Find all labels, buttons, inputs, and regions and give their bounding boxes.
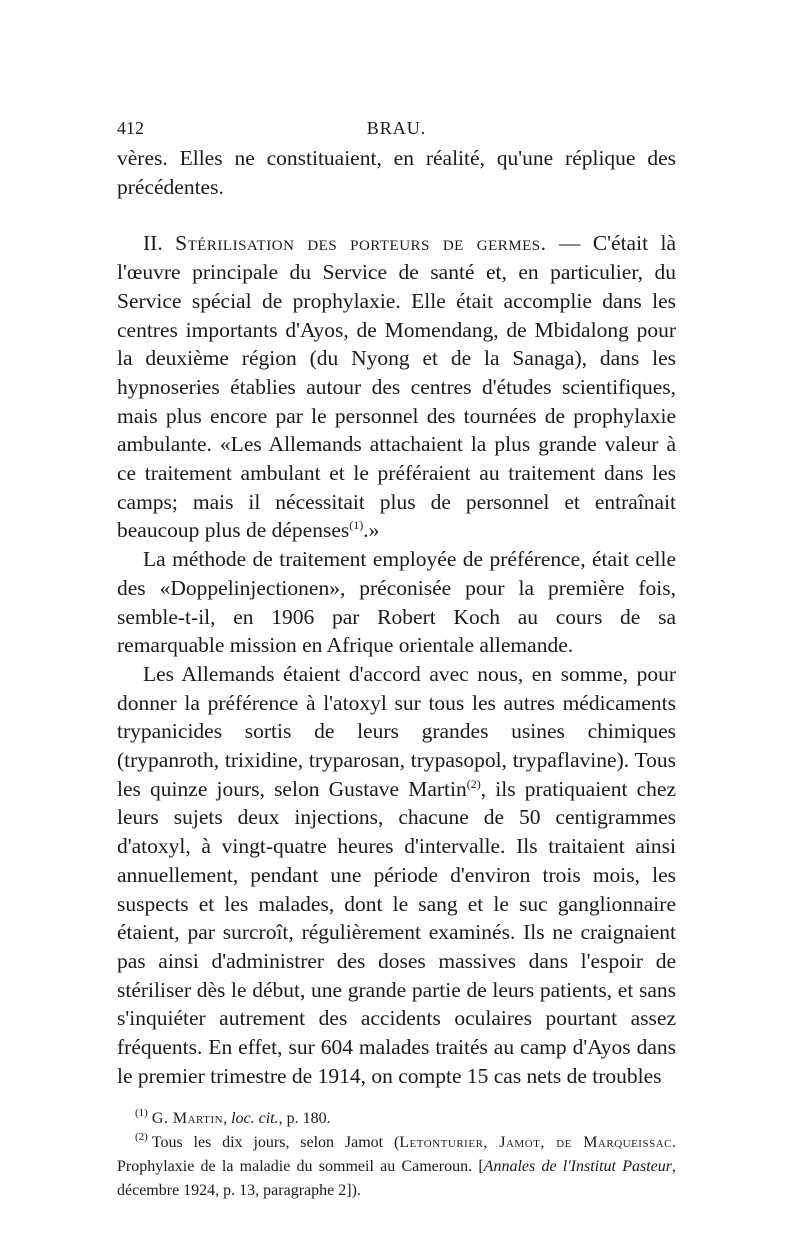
footnote-1-page: , p. 180. [278, 1109, 331, 1127]
main-text [117, 144, 676, 1091]
running-head: BRAU. [366, 118, 427, 138]
page-number: 412 [117, 118, 144, 138]
footnote-ref-1: (1) [349, 518, 364, 533]
paragraph-allemands [117, 660, 676, 1091]
footnote-2-mark: (2) [135, 1131, 148, 1144]
footnote-2-part-a: Tous les dix jours, selon Jamot ( [151, 1133, 400, 1151]
paragraph-allemands-part-b: , ils pratiquaient chez leurs sujets deux injections, chacune de 50 centigrammes d'atoxyl, à vingt-quatre heures d'intervalle. Ils traitaient ainsi annuellement, pendant une période d'environ trois mois, les suspects et les malades, dont le sang et le suc ganglionnaire étaient, par surcroît, régulièrement examinés. Ils ne craignaient pas ainsi d'administrer des doses massives dans l'espoir de stériliser dès le début, une grande partie de leurs patients, et sans s'inquiéter autrement des accidents oculaires pourtant assez fréquents. En effet, sur 604 malades traités au camp d'Ayos dans le premier trimestre de 1914, on compte 15 cas nets de troubles [117, 776, 676, 1088]
footnote-1: $^{(1)}$ G. Martin, loc. cit., p. 180. [135, 1107, 331, 1127]
paragraph-gap [117, 201, 676, 229]
section-body: — C'était là l'œuvre principale du Service de santé et, en particulier, du Service spécial de prophylaxie. Elle était accomplie dans les centres importants d'Ayos, de Momendang, de Mbidalong pour la deuxième région (du Nyong et de la Sanaga), dans les hypnoseries établies autour des centres d'études scientifiques, mais plus encore par le personnel des tournées de prophylaxie ambulante. «Les Allemands attachaient la plus grande valeur à ce traitement ambulant et le préféraient au traitement dans les camps; mais il nécessitait plus de personnel et entraînait beaucoup plus de dépenses [117, 231, 676, 543]
footnote-1-author: G. Martin [151, 1109, 224, 1127]
book-page [117, 118, 676, 1203]
footnote-1-mark: (1) [135, 1107, 148, 1120]
footnote-2 [117, 1131, 676, 1203]
footnote-2-part-b: . Prophylaxie de la maladie du sommeil au Cameroun. [ [117, 1133, 676, 1175]
section-title: Stérilisation des porteurs de germes. [175, 231, 547, 256]
footnote-ref-2: (2) [466, 776, 481, 791]
section-number: II. [143, 231, 163, 256]
page-header [117, 118, 676, 144]
footnotes [117, 1107, 676, 1203]
footnote-2-authors: Letonturier, Jamot, de Marqueissac [399, 1133, 672, 1151]
section-paragraph-sterilisation [117, 229, 676, 545]
footnote-2-part-c: , décembre 1924, p. 13, paragraphe 2]). [117, 1157, 676, 1199]
footnote-1-citation: loc. cit. [231, 1109, 279, 1127]
paragraph-continuation: vères. Elles ne constituaient, en réalité, qu'une réplique des précédentes. [117, 146, 676, 199]
footnote-2-journal: Annales de l'Institut Pasteur [483, 1157, 672, 1175]
quote-end: .» [363, 518, 380, 543]
paragraph-methode: La méthode de traitement employée de préférence, était celle des «Doppelinjectionen», préconisée pour la première fois, semble-t-il, en 1906 par Robert Koch au cours de sa remarquable mission en Afrique orientale allemande. [117, 547, 676, 658]
paragraph-allemands-part-a: Les Allemands étaient d'accord avec nous, en somme, pour donner la préférence à l'atoxyl sur tous les autres médicaments trypanicides sortis de leurs grandes usines chimiques (trypanroth, trixidine, tryparosan, trypasopol, trypaflavine). Tous les quinze jours, selon Gustave Martin [117, 661, 676, 801]
